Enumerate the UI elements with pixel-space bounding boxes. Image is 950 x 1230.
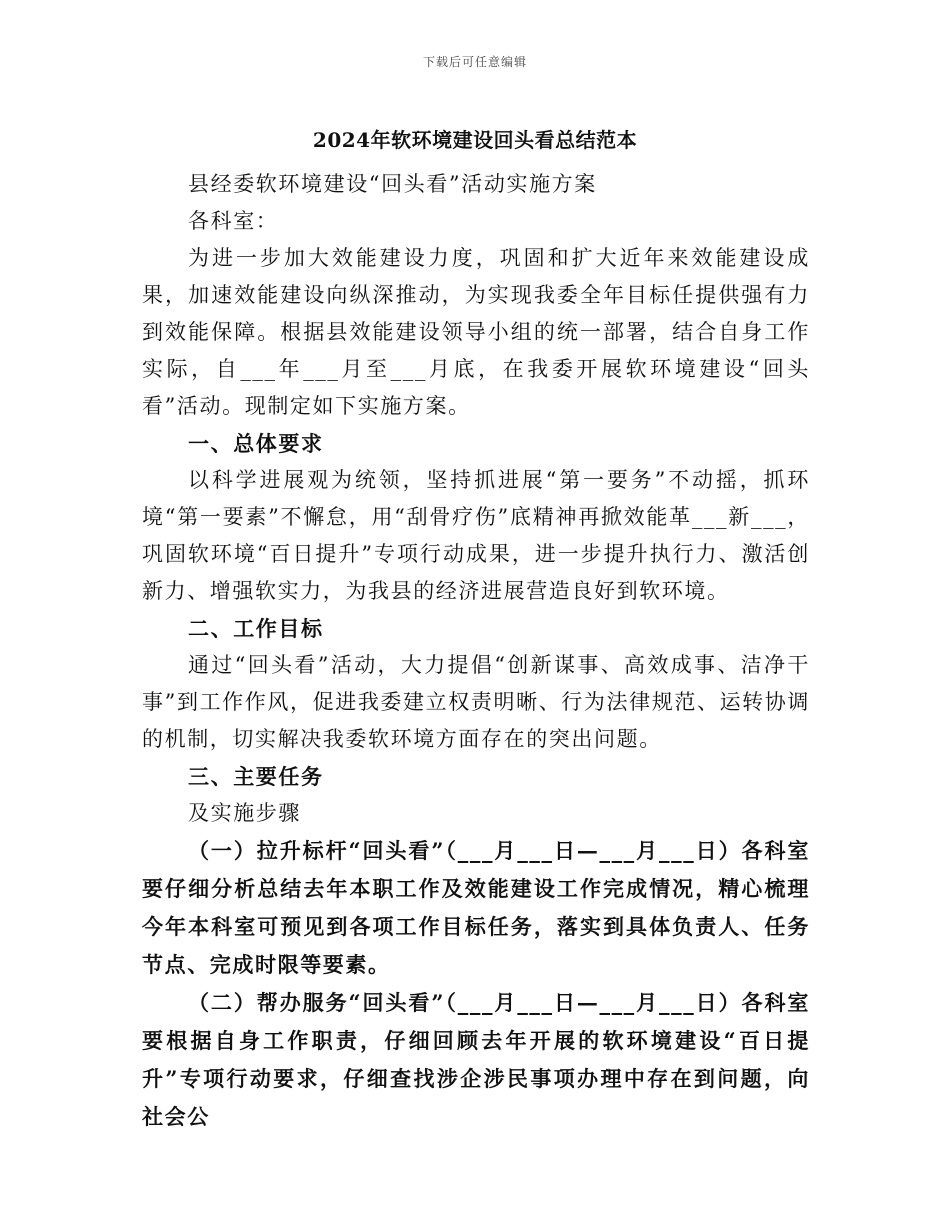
- section-1-paragraph: 以科学进展观为统领，坚持抓进展“第一要务”不动摇，抓环境“第一要素”不懈怠，用“刮骨疗伤”底精神再掀效能革___新___，巩固软环境“百日提升”专项行动成果，进一步提升执行力、激活创新力、增强软实力，为我县的经济进展营造良好到软环境。: [142, 468, 810, 603]
- intro-paragraph: 为进一步加大效能建设力度，巩固和扩大近年来效能建设成果，加速效能建设向纵深推动，为实现我委全年目标任提供强有力到效能保障。根据县效能建设领导小组的统一部署，结合自身工作实际，自___年___月至___月底，在我委开展软环境建设“回头看”活动。现制定如下实施方案。: [142, 246, 810, 418]
- section-2-paragraph: 通过“回头看”活动，大力提倡“创新谋事、高效成事、洁净干事”到工作作风，促进我委建立权责明晰、行为法律规范、运转协调的机制，切实解决我委软环境方面存在的突出问题。: [142, 653, 810, 751]
- section-heading-3: 三、主要任务: [188, 764, 324, 789]
- task-1-paragraph: （一）拉升标杆“回头看”（___月___日—___月___日）各科室要仔细分析总结去年本职工作及效能建设工作完成情况，精心梳理今年本科室可预见到各项工作目标任务，落实到具体负责人、任务节点、完成时限等要素。: [142, 838, 810, 977]
- section-3-subheading: 及实施步骤: [188, 801, 301, 825]
- header-note: 下载后可任意编辑: [422, 55, 527, 69]
- section-heading-2: 二、工作目标: [188, 616, 324, 641]
- document-title: 2024年软环境建设回头看总结范本: [312, 128, 638, 152]
- plan-subtitle: 县经委软环境建设“回头看”活动实施方案: [188, 172, 597, 196]
- salutation: 各科室：: [188, 209, 279, 233]
- document-body: [142, 166, 810, 1136]
- section-heading-1: 一、总体要求: [188, 431, 324, 456]
- task-2-paragraph: （二）帮办服务“回头看”（___月___日—___月___日）各科室要根据自身工作职责，仔细回顾去年开展的软环境建设“百日提升”专项行动要求，仔细查找涉企涉民事项办理中存在到问题，向社会公: [142, 990, 810, 1129]
